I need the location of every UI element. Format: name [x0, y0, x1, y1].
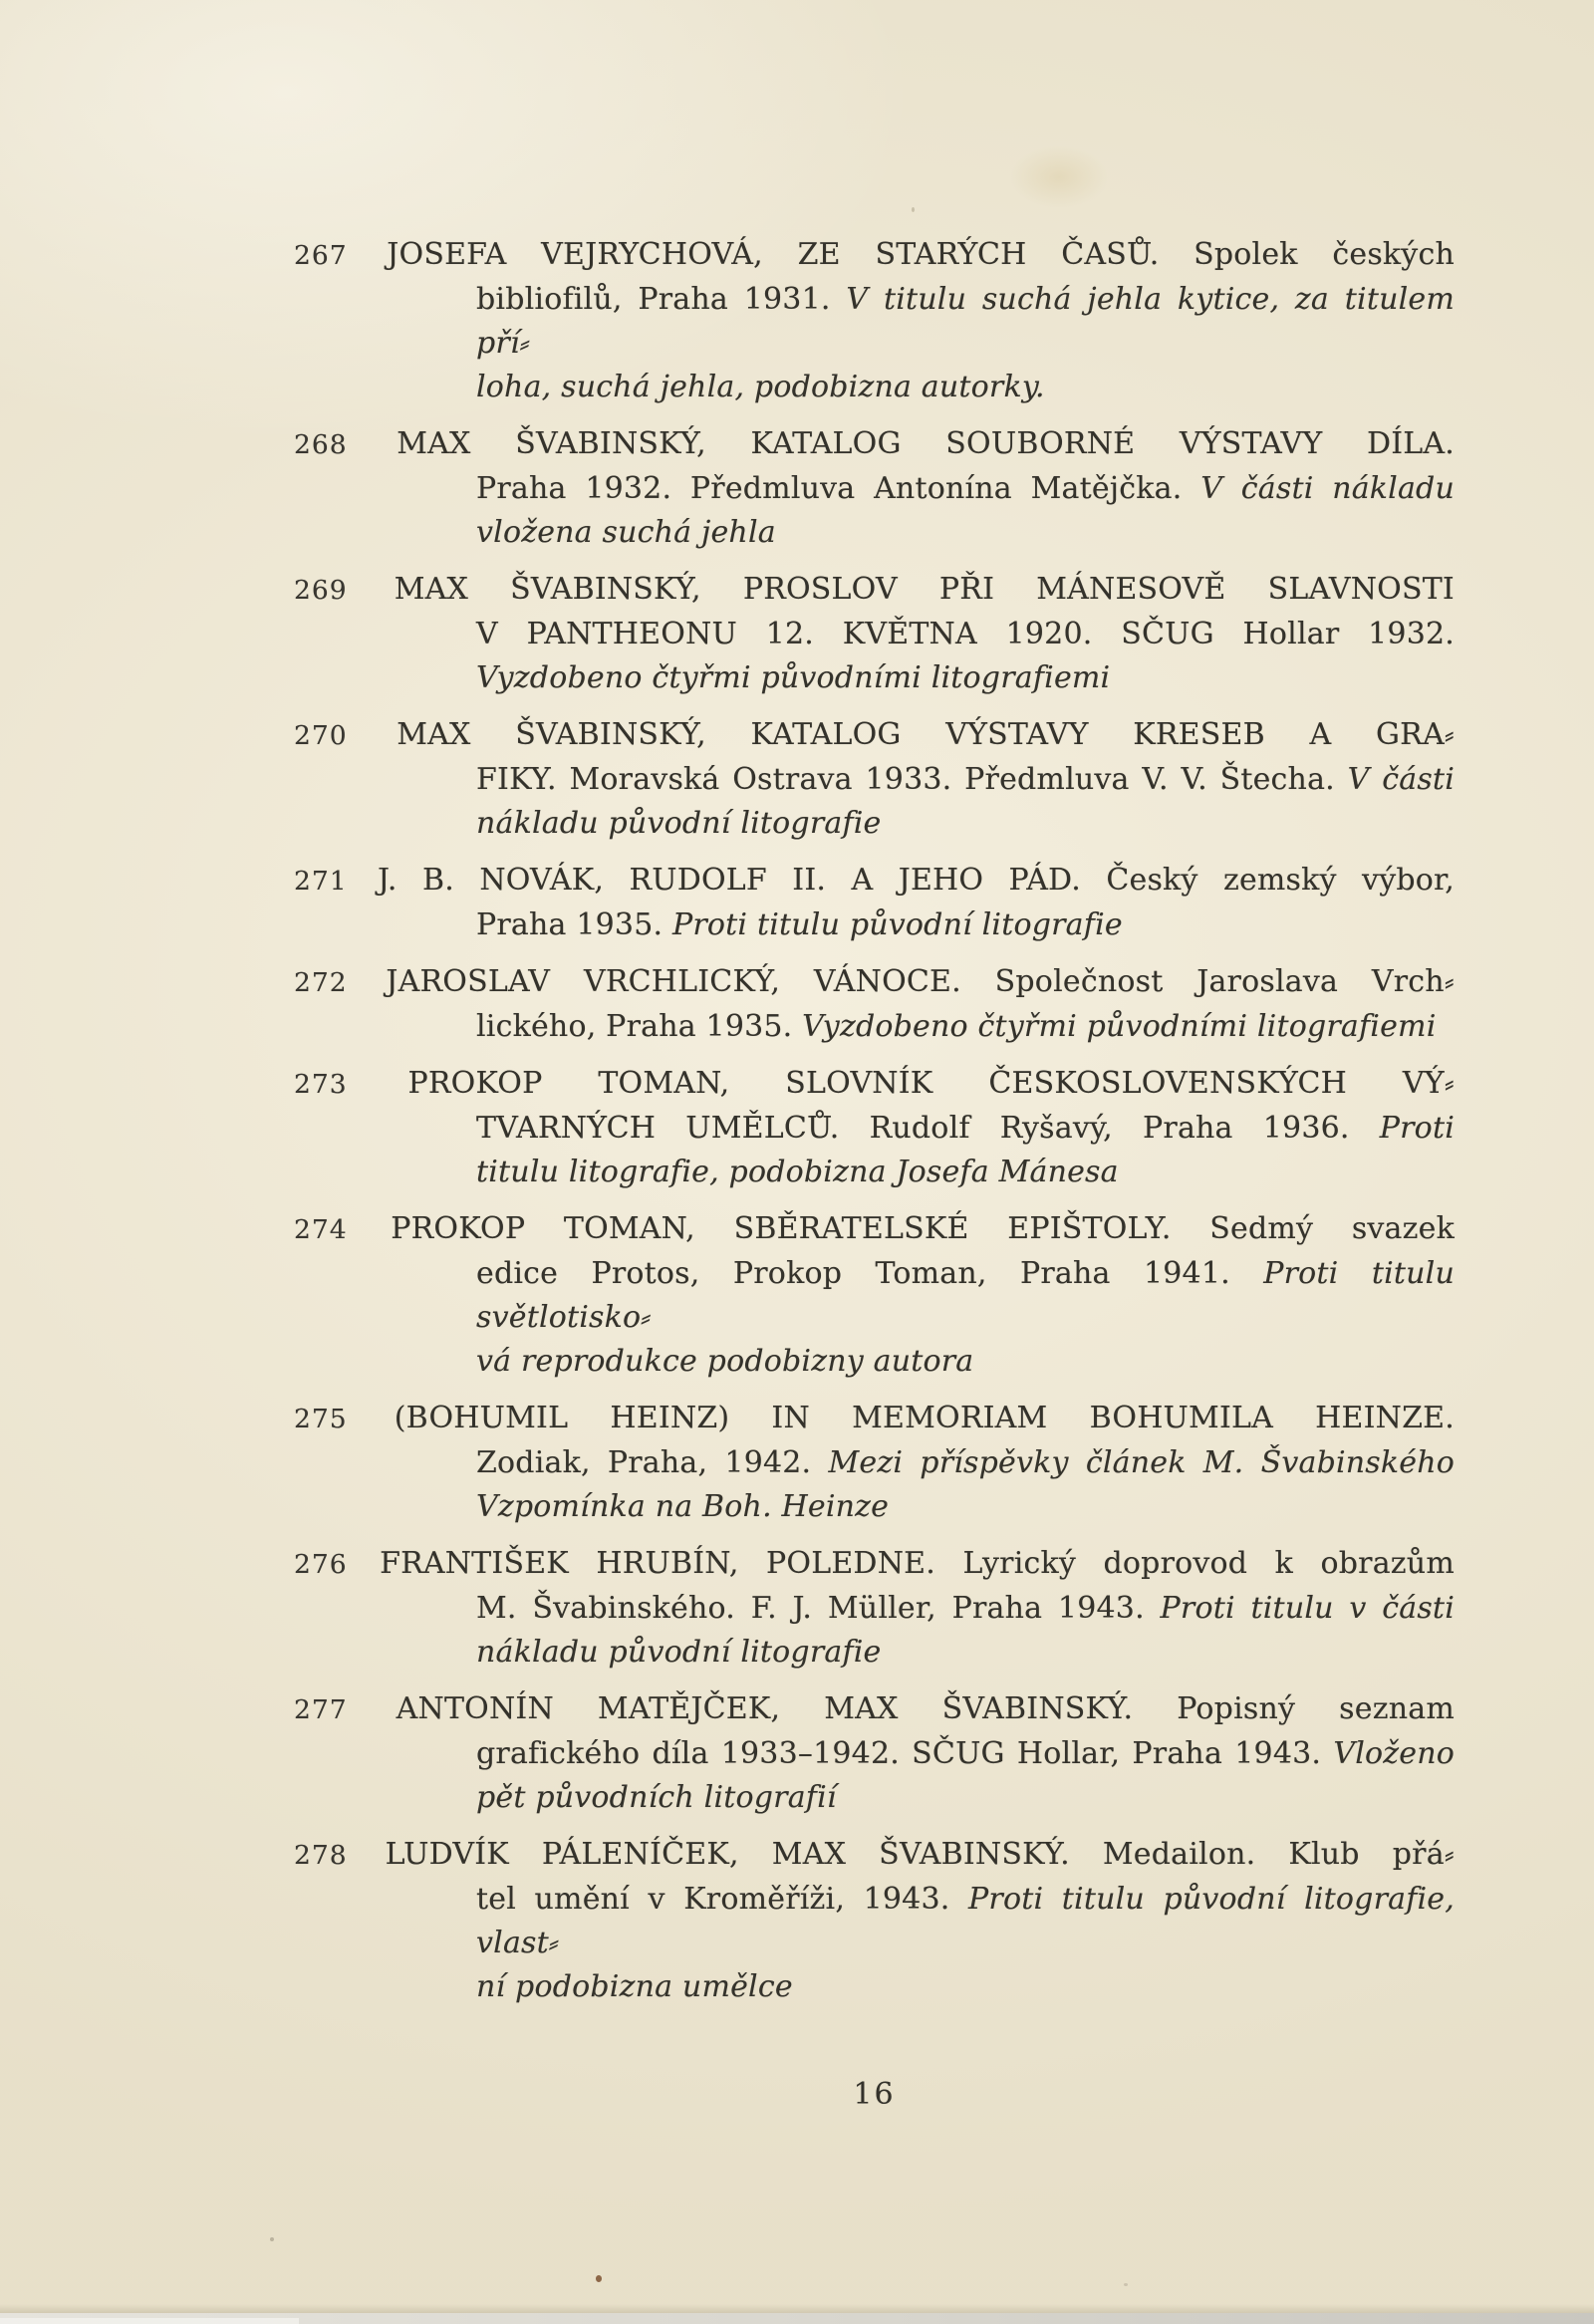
page-number: 16 [853, 2077, 896, 2112]
entry-line [294, 1107, 1455, 1151]
entry-text-segment: nákladu původní litografie [476, 1635, 882, 1670]
bibliography-entry [294, 233, 1455, 409]
entry-number: 272 [294, 967, 348, 998]
entry-line [294, 1542, 1455, 1587]
paper-speck [912, 207, 915, 212]
bibliography-entry [294, 568, 1455, 700]
entry-line [294, 233, 1455, 278]
bibliography-entry [294, 422, 1455, 555]
entry-text-segment: V části nákladu [1200, 471, 1455, 506]
entry-text-segment: MAX ŠVABINSKÝ, KATALOG SOUBORNÉ VÝSTAVY DÍLA. [397, 426, 1455, 461]
entry-line [294, 859, 1455, 904]
entry-line [294, 1485, 1455, 1529]
bibliography-entry [294, 859, 1455, 947]
entry-line [294, 1687, 1455, 1732]
entry-line [294, 1062, 1455, 1107]
entry-text-segment: edice Protos, Prokop Toman, Praha 1941. [476, 1256, 1264, 1291]
entry-number: 271 [294, 866, 348, 897]
entry-text-segment: Praha 1935. [476, 907, 672, 942]
entry-text-segment: Vzpomínka na Boh. Heinze [476, 1489, 890, 1524]
entry-text-segment: Zodiak, Praha, 1942. [476, 1445, 829, 1480]
entry-text-segment: MAX ŠVABINSKÝ, PROSLOV PŘI MÁNESOVĚ SLAVNOSTI [394, 572, 1455, 607]
bibliography-entry [294, 1687, 1455, 1820]
entry-line [294, 1441, 1455, 1485]
entry-line [294, 960, 1455, 1005]
entry-line [294, 1776, 1455, 1820]
entry-line [294, 1340, 1455, 1384]
entry-line [294, 1732, 1455, 1776]
entry-line [294, 713, 1455, 758]
scan-edge-shadow [0, 2304, 1594, 2313]
entry-text-segment: lického, Praha 1935. [476, 1009, 803, 1044]
entry-text-segment: (BOHUMIL HEINZ) IN MEMORIAM BOHUMILA HEINZE. [394, 1401, 1455, 1435]
entry-text-segment: MAX ŠVABINSKÝ, KATALOG VÝSTAVY KRESEB A GRA⸗ [397, 717, 1455, 752]
bibliography-entry [294, 1542, 1455, 1675]
entry-text-segment: Mezi příspěvky článek M. Švabinského [828, 1445, 1456, 1480]
entry-line [294, 613, 1455, 656]
entry-text-segment: tel umění v Kroměříži, 1943. [476, 1882, 969, 1917]
entry-text-segment: vložena suchá jehla [476, 515, 776, 550]
entry-text-segment: PROKOP TOMAN, SLOVNÍK ČESKOSLOVENSKÝCH VÝ⸗ [407, 1066, 1455, 1101]
entry-text-segment: Proti titulu světlotisko⸗ [476, 1256, 1455, 1335]
entry-number: 273 [294, 1069, 348, 1100]
entry-number: 267 [294, 240, 348, 271]
entry-text-segment: loha, suchá jehla, podobizna autorky. [476, 370, 1045, 404]
entry-number: 274 [294, 1214, 348, 1245]
entry-line [294, 278, 1455, 366]
entry-text-segment: bibliofilů, Praha 1931. [476, 282, 847, 317]
page-content [294, 233, 1455, 2112]
bibliography-entry [294, 1062, 1455, 1194]
entry-number: 269 [294, 575, 348, 606]
entry-text-segment: Vyzdobeno čtyřmi původními litografiemi [802, 1009, 1437, 1044]
entry-line [294, 1397, 1455, 1441]
entry-text-segment: JOSEFA VEJRYCHOVÁ, ZE STARÝCH ČASŮ. Spolek českých [387, 237, 1455, 272]
entry-number: 275 [294, 1404, 348, 1434]
entry-text-segment: Proti [1379, 1111, 1455, 1146]
entry-number: 277 [294, 1694, 348, 1725]
entry-line [294, 656, 1455, 700]
entry-number: 268 [294, 429, 348, 460]
bibliography-entry [294, 960, 1455, 1049]
entry-text-segment: ANTONÍN MATĚJČEK, MAX ŠVABINSKÝ. Popisný seznam [396, 1691, 1455, 1726]
entry-text-segment: Proti titulu původní litografie [671, 907, 1123, 942]
entry-number: 278 [294, 1840, 348, 1871]
entry-text-segment: TVARNÝCH UMĚLCŮ. Rudolf Ryšavý, Praha 1936. [476, 1111, 1380, 1146]
entry-text-segment: V PANTHEONU 12. KVĚTNA 1920. SČUG Hollar 1932. [476, 617, 1455, 651]
entry-text-segment: Vyzdobeno čtyřmi původními litografiemi [476, 660, 1111, 695]
entry-line [294, 511, 1455, 555]
entry-text-segment: pět původních litografií [476, 1780, 837, 1815]
entry-text-segment: Praha 1932. Předmluva Antonína Matějčka. [476, 471, 1201, 506]
entry-text-segment: M. Švabinského. F. J. Müller, Praha 1943. [476, 1591, 1161, 1626]
entry-line [294, 1207, 1455, 1252]
entry-text-segment: nákladu původní litografie [476, 806, 882, 841]
paper-speck [1124, 2283, 1128, 2286]
entry-line [294, 422, 1455, 467]
entry-text-segment: ní podobizna umělce [476, 1969, 793, 2004]
entry-number: 276 [294, 1549, 348, 1580]
paper-speck [596, 2275, 602, 2282]
entry-line [294, 1878, 1455, 1965]
entry-text-segment: Vloženo [1333, 1736, 1455, 1771]
bibliography-entry [294, 1397, 1455, 1529]
bibliography-entry [294, 1207, 1455, 1384]
scan-edge-highlight [0, 2318, 299, 2324]
entry-text-segment: J. B. NOVÁK, RUDOLF II. A JEHO PÁD. Český zemský výbor, [377, 863, 1455, 898]
entry-text-segment: V titulu suchá jehla kytice, za titulem pří⸗ [476, 282, 1455, 361]
bibliography-entry [294, 713, 1455, 846]
entry-line [294, 366, 1455, 409]
entry-text-segment: FRANTIŠEK HRUBÍN, POLEDNE. Lyrický doprovod k obrazům [380, 1546, 1455, 1581]
entry-line [294, 467, 1455, 511]
entry-line [294, 1151, 1455, 1194]
entry-line [294, 1252, 1455, 1340]
entry-text-segment: FIKY. Moravská Ostrava 1933. Předmluva V. V. Štecha. [476, 762, 1348, 797]
entry-text-segment: V části [1347, 762, 1455, 797]
entry-line [294, 802, 1455, 846]
entry-text-segment: Proti titulu původní litografie, vlast⸗ [476, 1882, 1455, 1960]
entry-text-segment: Proti titulu v části [1160, 1591, 1455, 1626]
entry-text-segment: JAROSLAV VRCHLICKÝ, VÁNOCE. Společnost Jaroslava Vrch⸗ [386, 964, 1455, 999]
entry-text-segment: titulu litografie, podobizna Josefa Mánesa [476, 1155, 1119, 1189]
bibliography-entry [294, 1833, 1455, 2009]
entry-line [294, 1005, 1455, 1049]
entry-text-segment: grafického díla 1933–1942. SČUG Hollar, Praha 1943. [476, 1736, 1334, 1771]
entry-line [294, 1965, 1455, 2009]
entry-line [294, 904, 1455, 947]
entry-line [294, 1587, 1455, 1631]
entry-line [294, 1833, 1455, 1878]
bibliography-entry-list [294, 233, 1455, 2009]
entry-line [294, 1631, 1455, 1675]
entry-line [294, 568, 1455, 613]
entry-line [294, 758, 1455, 802]
paper-speck [270, 2237, 274, 2241]
entry-number: 270 [294, 720, 348, 751]
entry-text-segment: PROKOP TOMAN, SBĚRATELSKÉ EPIŠTOLY. Sedmý svazek [391, 1211, 1455, 1246]
entry-text-segment: LUDVÍK PÁLENÍČEK, MAX ŠVABINSKÝ. Medailon. Klub přá⸗ [385, 1837, 1455, 1872]
entry-text-segment: vá reprodukce podobizny autora [476, 1344, 974, 1379]
